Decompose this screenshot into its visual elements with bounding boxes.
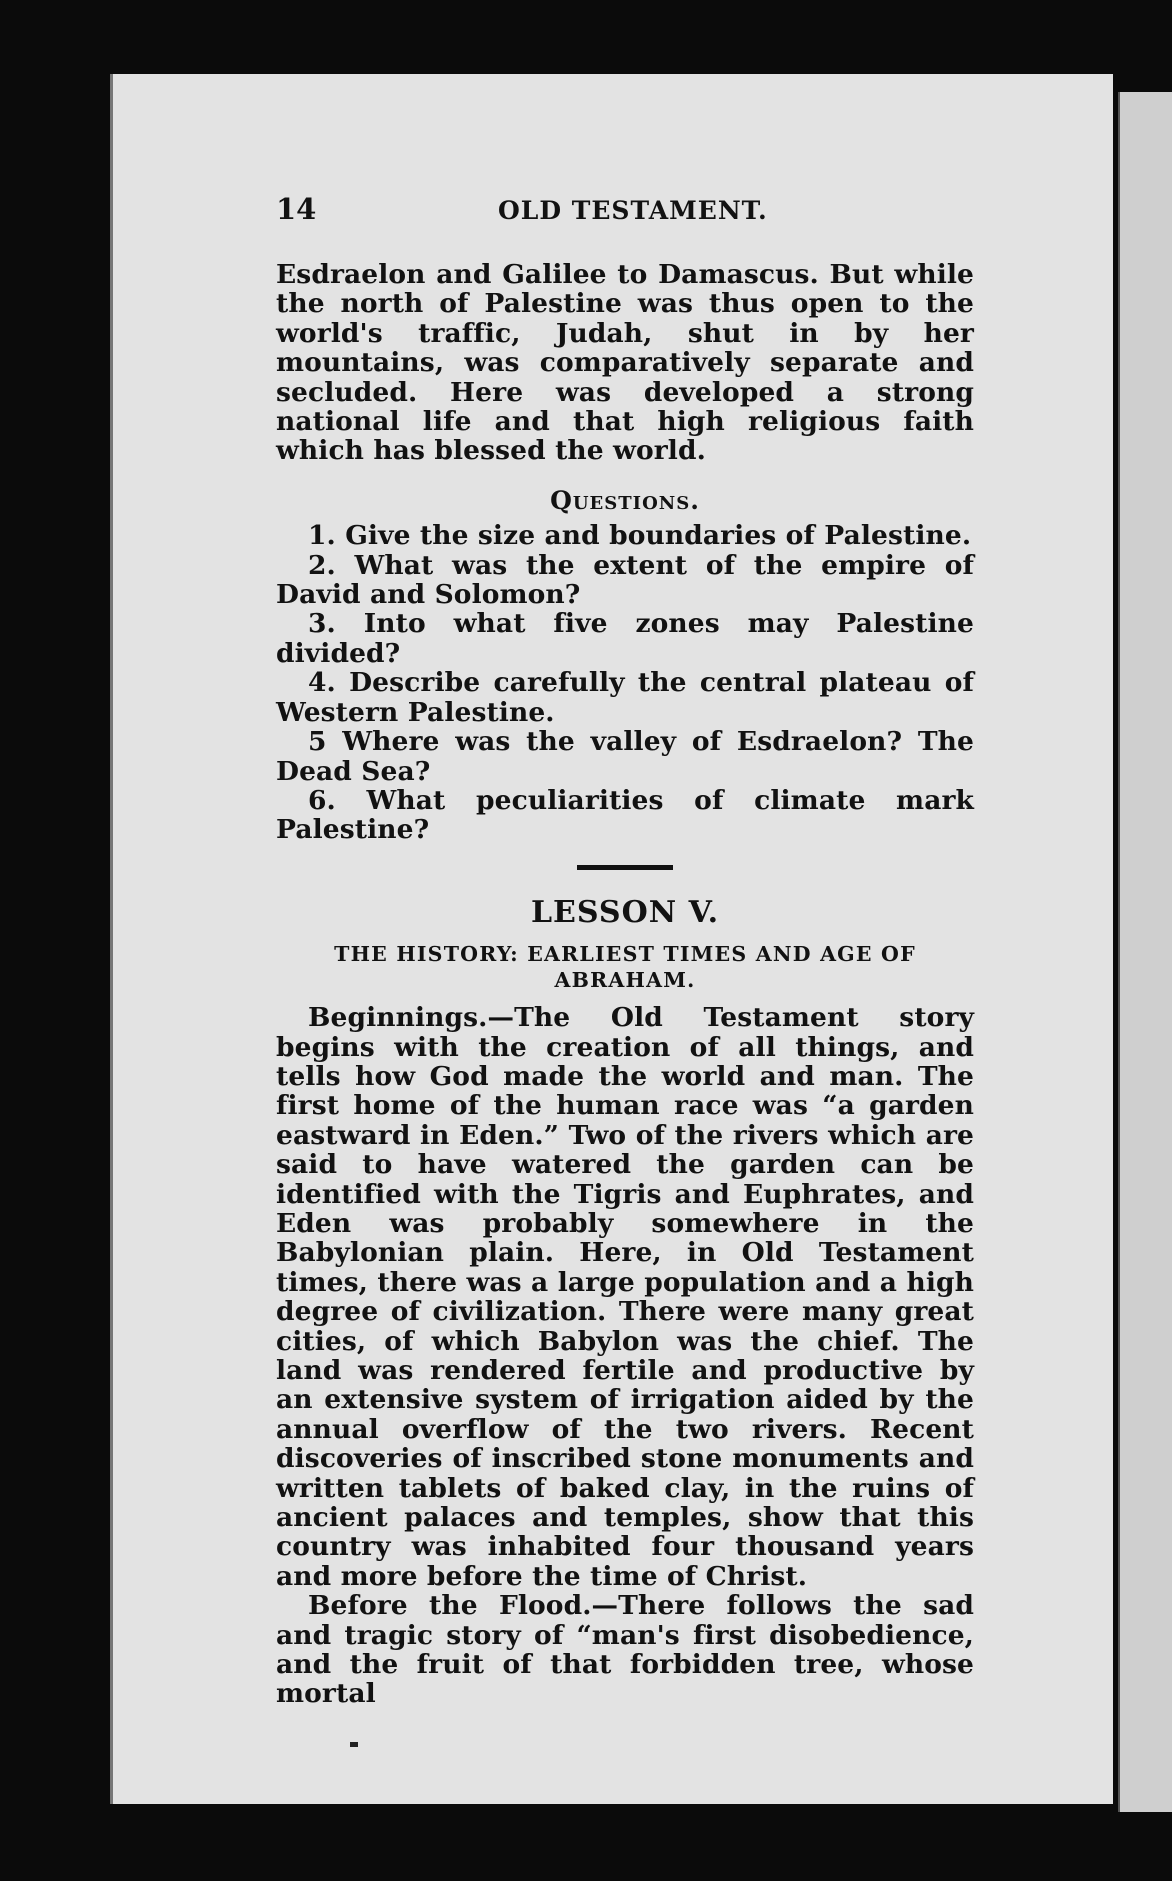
- page-number: 14: [276, 192, 317, 226]
- page-body: [276, 260, 974, 1709]
- adjacent-page-edge: [1118, 92, 1172, 1812]
- questions-heading: Questions.: [550, 485, 700, 515]
- beginnings-text: —The Old Testament story begins with the creation of all things, and tells how God made the world and man. The first home of the human race was “a garden eastward in Eden.” Two of the rivers which are said to have watered the garden can be identified with the Tigris and Euphrates, and Eden was probably somewhere in the Babylonian plain. Here, in Old Testament times, there was a large population and a high degree of civilization. There were many great cities, of which Babylon was the chief. The land was rendered fertile and productive by an extensive system of irrigation aided by the annual overflow of the two rivers. Recent discoveries of inscribed stone monuments and written tablets of baked clay, in the ruins of ancient palaces and temples, show that this country was inhabited four thousand years and more before the time of Christ.: [276, 1002, 974, 1592]
- questions-list: [276, 521, 974, 844]
- lesson-subtitle: THE HISTORY: EARLIEST TIMES AND AGE OF ABRAHAM.: [334, 942, 916, 993]
- flood-paragraph: [276, 1591, 974, 1709]
- question-item: 3. Into what five zones may Palestine divided?: [276, 608, 974, 669]
- lesson-title: LESSON V.: [530, 894, 720, 930]
- question-item: 1. Give the size and boundaries of Palestine.: [308, 520, 972, 552]
- beginnings-heading: Beginnings.: [308, 1002, 488, 1034]
- page-header: [276, 192, 974, 232]
- running-head: OLD TESTAMENT.: [498, 196, 768, 225]
- section-divider: [577, 865, 673, 870]
- question-item: 2. What was the extent of the empire of David and Solomon?: [276, 549, 974, 611]
- beginnings-paragraph: [276, 1003, 974, 1591]
- question-item: 6. What peculiarities of climate mark Palestine?: [276, 784, 974, 846]
- question-item: 5 Where was the valley of Esdraelon? The Dead Sea?: [276, 726, 974, 787]
- flood-heading: Before the Flood.: [308, 1590, 592, 1622]
- question-item: 4. Describe carefully the central plateau of Western Palestine.: [276, 667, 974, 728]
- flood-text: —There follows the sad and tragic story of “man's first disobedience, and the fruit of that forbidden tree, whose mortal: [276, 1590, 974, 1710]
- scan-speck: [350, 1742, 358, 1747]
- intro-paragraph: Esdraelon and Galilee to Damascus. But while the north of Palestine was thus open to the world's traffic, Judah, shut in by her mountains, was comparatively separate and secluded. Here was developed a strong national life and that high religious faith which has blessed the world.: [276, 259, 974, 467]
